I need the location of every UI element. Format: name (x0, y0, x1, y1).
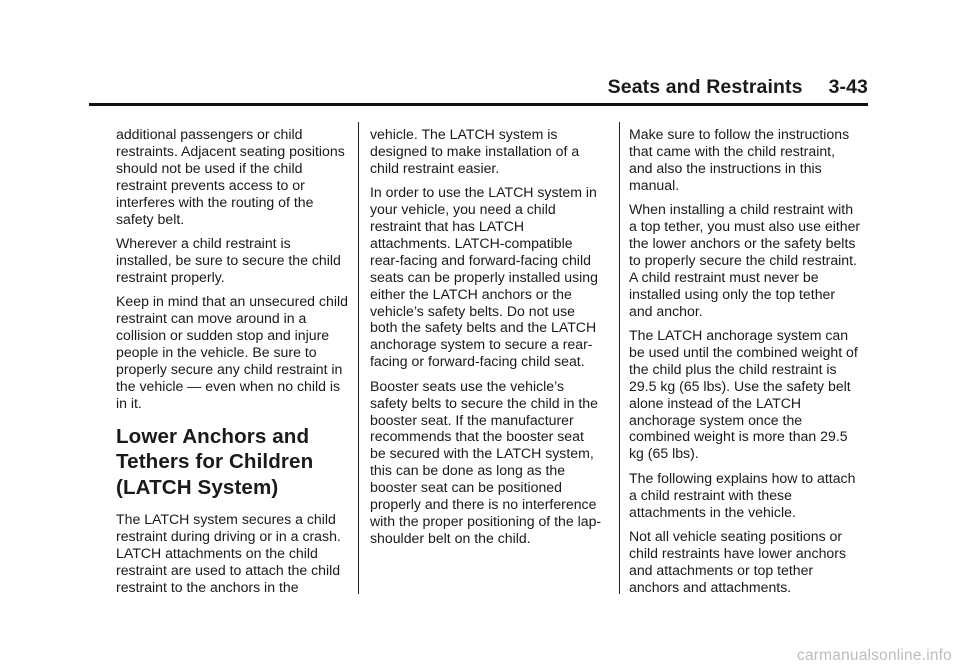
body-paragraph: Not all vehicle seating positions or child restraints have lower anchors and attachments or top tether anchors and attachments. (629, 527, 846, 595)
column-divider-2 (619, 122, 620, 594)
section-heading: Lower Anchors and Tethers for Children (LATCH System) (116, 424, 314, 499)
header-rule (89, 103, 868, 106)
column-2 (370, 126, 602, 554)
body-paragraph: Booster seats use the vehicle’s safety belts to secure the child in the booster seat. If the manufacturer recommends that the booster seat be secured with the LATCH system, this can be done as long as the booster seat can be positioned properly and there is no interference with the proper positioning of the lap-shoulder belt on the child. (370, 377, 602, 546)
body-paragraph: In order to use the LATCH system in your vehicle, you need a child restraint that has LATCH attachments. LATCH-compatible rear-facing and forward-facing child seats can be properly installed using either the LATCH anchors or the vehicle’s safety belts. Do not use both the safety belts and the LATCH anchorage system to secure a rear-facing or forward-facing child seat. (370, 184, 598, 370)
column-1 (116, 126, 348, 603)
body-paragraph: additional passengers or child restraints. Adjacent seating positions should not be used if the child restraint prevents access to or interferes with the routing of the safety belt. (116, 126, 345, 227)
watermark: carmanualsonline.info (797, 647, 952, 664)
body-paragraph: Keep in mind that an unsecured child restraint can move around in a collision or sudden stop and injure people in the vehicle. Be sure to properly secure any child restraint in the vehicle — even when no child is in it. (116, 293, 348, 411)
body-paragraph: vehicle. The LATCH system is designed to make installation of a child restraint easier. (370, 126, 580, 176)
body-paragraph: The LATCH anchorage system can be used until the combined weight of the child plus the child restraint is 29.5 kg (65 lbs). Use the safety belt alone instead of the LATCH anchorage system once the combined weight is more than 29.5 kg (65 lbs). (629, 326, 858, 462)
section-title: Seats and Restraints (607, 76, 803, 98)
column-3 (629, 126, 861, 603)
column-divider-1 (358, 122, 359, 594)
page-header (608, 76, 868, 99)
body-paragraph: The following explains how to attach a child restraint with these attachments in the vehicle. (629, 469, 856, 520)
body-paragraph: Wherever a child restraint is installed, be sure to secure the child restraint properly. (116, 234, 341, 285)
body-paragraph: The LATCH system secures a child restraint during driving or in a crash. LATCH attachments on the child restraint are used to attach the child restraint to the anchors in the (116, 511, 341, 595)
body-paragraph: Make sure to follow the instructions that came with the child restraint, and also the instructions in this manual. (629, 126, 850, 193)
page-number: 3-43 (828, 76, 868, 98)
body-paragraph: When installing a child restraint with a top tether, you must also use either the lower anchors or the safety belts to properly secure the child restraint. A child restraint must never be installed using only the top tether and anchor. (629, 201, 861, 319)
